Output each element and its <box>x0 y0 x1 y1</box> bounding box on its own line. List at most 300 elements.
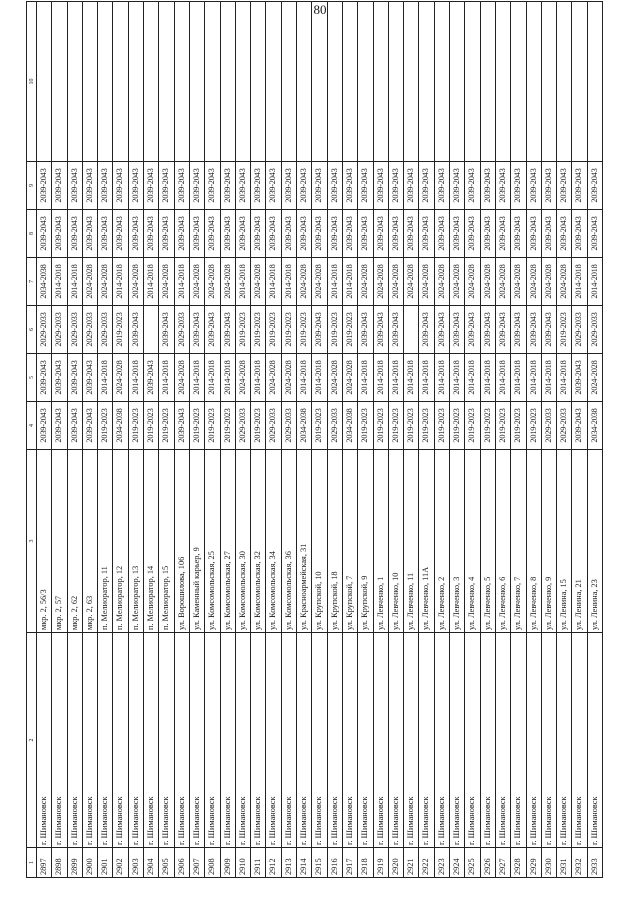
table-row <box>434 2 449 878</box>
note-cell <box>82 2 97 162</box>
address-cell: мкр. 2, 56/3 <box>37 450 52 633</box>
period-cell: 2014-2018 <box>235 258 250 306</box>
address-cell: ул. Комсомольская, 27 <box>220 450 235 633</box>
period-cell: 2039-2043 <box>572 402 587 450</box>
period-cell: 2039-2043 <box>557 162 572 210</box>
row-number-cell: 2922 <box>419 848 434 878</box>
period-cell: 2014-2018 <box>480 354 495 402</box>
period-cell: 2024-2028 <box>327 354 342 402</box>
row-number-cell: 2902 <box>113 848 128 878</box>
period-cell: 2019-2023 <box>404 402 419 450</box>
period-cell: 2039-2043 <box>388 162 403 210</box>
column-number-cell: 3 <box>27 450 37 633</box>
locality-cell: г. Шимановск <box>159 633 174 848</box>
locality-cell: г. Шимановск <box>52 633 67 848</box>
period-cell: 2019-2023 <box>465 402 480 450</box>
period-cell: 2039-2043 <box>67 402 82 450</box>
locality-cell: г. Шимановск <box>174 633 189 848</box>
period-cell: 2039-2043 <box>419 162 434 210</box>
table-row <box>297 2 312 878</box>
period-cell: 2039-2043 <box>128 306 143 354</box>
row-number-cell: 2921 <box>404 848 419 878</box>
period-cell: 2039-2043 <box>82 354 97 402</box>
period-cell: 2039-2043 <box>37 162 52 210</box>
locality-cell: г. Шимановск <box>98 633 113 848</box>
period-cell: 2019-2023 <box>327 306 342 354</box>
period-cell: 2039-2043 <box>312 162 327 210</box>
period-cell: 2024-2028 <box>128 258 143 306</box>
address-cell: ул. Левченко, 10 <box>388 450 403 633</box>
table-row <box>52 2 67 878</box>
period-cell: 2039-2043 <box>52 162 67 210</box>
period-cell: 2039-2043 <box>98 162 113 210</box>
address-cell: ул. Ленина, 15 <box>557 450 572 633</box>
locality-cell: г. Шимановск <box>297 633 312 848</box>
row-number-cell: 2928 <box>511 848 526 878</box>
period-cell: 2039-2043 <box>450 162 465 210</box>
note-cell <box>572 2 587 162</box>
period-cell: 2029-2033 <box>174 306 189 354</box>
period-cell: 2024-2028 <box>342 354 357 402</box>
period-cell <box>144 306 159 354</box>
period-cell: 2039-2043 <box>450 306 465 354</box>
period-cell: 2039-2043 <box>404 162 419 210</box>
address-cell: ул. Левченко, 9 <box>541 450 556 633</box>
table-row <box>450 2 465 878</box>
period-cell: 2034-2038 <box>297 402 312 450</box>
note-cell <box>541 2 556 162</box>
locality-cell: г. Шимановск <box>113 633 128 848</box>
table-row <box>327 2 342 878</box>
locality-cell: г. Шимановск <box>189 633 204 848</box>
period-cell: 2014-2018 <box>174 258 189 306</box>
period-cell: 2024-2028 <box>159 258 174 306</box>
period-cell: 2039-2043 <box>342 210 357 258</box>
note-cell <box>495 2 510 162</box>
period-cell: 2039-2043 <box>312 306 327 354</box>
locality-cell: г. Шимановск <box>450 633 465 848</box>
period-cell: 2039-2043 <box>358 210 373 258</box>
row-number-cell: 2908 <box>205 848 220 878</box>
row-number-cell: 2906 <box>174 848 189 878</box>
table-row <box>251 2 266 878</box>
column-number-cell: 4 <box>27 402 37 450</box>
note-cell <box>266 2 281 162</box>
period-cell: 2029-2033 <box>98 306 113 354</box>
address-cell: ул. Ленина, 23 <box>587 450 602 633</box>
note-cell <box>251 2 266 162</box>
period-cell: 2039-2043 <box>557 210 572 258</box>
period-cell: 2029-2033 <box>235 402 250 450</box>
period-cell: 2014-2018 <box>251 354 266 402</box>
address-cell: ул. Левченко, 6 <box>495 450 510 633</box>
column-number-cell: 8 <box>27 210 37 258</box>
period-cell: 2014-2018 <box>572 258 587 306</box>
period-cell: 2034-2038 <box>342 402 357 450</box>
note-cell <box>450 2 465 162</box>
period-cell: 2014-2018 <box>373 354 388 402</box>
period-cell: 2039-2043 <box>159 306 174 354</box>
address-cell: ул. Левченко, 1 <box>373 450 388 633</box>
locality-cell: г. Шимановск <box>37 633 52 848</box>
address-cell: ул. Левченко, 7 <box>511 450 526 633</box>
period-cell: 2029-2033 <box>82 306 97 354</box>
period-cell: 2039-2043 <box>189 210 204 258</box>
period-cell: 2019-2023 <box>128 402 143 450</box>
note-cell <box>419 2 434 162</box>
address-cell: ул. Крупской, 9 <box>358 450 373 633</box>
period-cell: 2029-2033 <box>281 402 296 450</box>
note-cell <box>67 2 82 162</box>
locality-cell: г. Шимановск <box>281 633 296 848</box>
period-cell: 2014-2018 <box>557 354 572 402</box>
column-number-cell: 1 <box>27 848 37 878</box>
table-row <box>557 2 572 878</box>
table-row <box>144 2 159 878</box>
note-cell <box>205 2 220 162</box>
period-cell: 2039-2043 <box>327 162 342 210</box>
period-cell: 2029-2033 <box>327 402 342 450</box>
period-cell: 2014-2018 <box>434 354 449 402</box>
period-cell: 2039-2043 <box>541 162 556 210</box>
period-cell: 2024-2028 <box>404 258 419 306</box>
period-cell: 2024-2028 <box>235 354 250 402</box>
table-row <box>113 2 128 878</box>
period-cell: 2024-2028 <box>266 354 281 402</box>
locality-cell: г. Шимановск <box>342 633 357 848</box>
period-cell: 2039-2043 <box>388 210 403 258</box>
table-row <box>82 2 97 878</box>
period-cell: 2039-2043 <box>144 210 159 258</box>
row-number-cell: 2911 <box>251 848 266 878</box>
locality-cell: г. Шимановск <box>526 633 541 848</box>
address-cell: ул. Крупской, 10 <box>312 450 327 633</box>
period-cell: 2029-2033 <box>67 306 82 354</box>
locality-cell: г. Шимановск <box>266 633 281 848</box>
period-cell: 2024-2028 <box>312 258 327 306</box>
period-cell: 2039-2043 <box>541 306 556 354</box>
note-cell <box>113 2 128 162</box>
locality-cell: г. Шимановск <box>82 633 97 848</box>
period-cell: 2039-2043 <box>266 210 281 258</box>
note-cell <box>526 2 541 162</box>
period-cell: 2024-2028 <box>541 258 556 306</box>
period-cell: 2034-2038 <box>587 402 602 450</box>
period-cell: 2014-2018 <box>541 354 556 402</box>
period-cell: 2039-2043 <box>251 162 266 210</box>
table-row <box>67 2 82 878</box>
locality-cell: г. Шимановск <box>511 633 526 848</box>
period-cell: 2024-2028 <box>465 258 480 306</box>
period-cell: 2024-2028 <box>495 258 510 306</box>
period-cell: 2024-2028 <box>220 258 235 306</box>
note-cell <box>297 2 312 162</box>
address-cell: ул. Левченко, 5 <box>480 450 495 633</box>
period-cell: 2014-2018 <box>98 354 113 402</box>
period-cell: 2024-2028 <box>434 258 449 306</box>
locality-cell: г. Шимановск <box>128 633 143 848</box>
note-cell <box>358 2 373 162</box>
address-cell: ул. Ленина, 21 <box>572 450 587 633</box>
period-cell: 2029-2033 <box>572 306 587 354</box>
period-cell: 2039-2043 <box>205 210 220 258</box>
period-cell: 2039-2043 <box>526 306 541 354</box>
period-cell: 2014-2018 <box>327 258 342 306</box>
table-row <box>465 2 480 878</box>
period-cell: 2014-2018 <box>297 354 312 402</box>
period-cell: 2039-2043 <box>159 162 174 210</box>
row-number-cell: 2897 <box>37 848 52 878</box>
table-row <box>587 2 602 878</box>
period-cell: 2019-2023 <box>159 402 174 450</box>
column-number-cell: 7 <box>27 258 37 306</box>
period-cell: 2014-2018 <box>450 354 465 402</box>
period-cell: 2039-2043 <box>144 354 159 402</box>
period-cell: 2039-2043 <box>572 354 587 402</box>
address-cell: ул. Комсомольская, 32 <box>251 450 266 633</box>
header-row <box>27 2 37 878</box>
locality-cell: г. Шимановск <box>67 633 82 848</box>
period-cell: 2039-2043 <box>205 306 220 354</box>
table-row <box>37 2 52 878</box>
row-number-cell: 2918 <box>358 848 373 878</box>
period-cell: 2039-2043 <box>98 210 113 258</box>
period-cell: 2039-2043 <box>388 306 403 354</box>
period-cell: 2014-2018 <box>404 354 419 402</box>
period-cell: 2014-2018 <box>205 354 220 402</box>
note-cell <box>587 2 602 162</box>
period-cell: 2024-2028 <box>113 354 128 402</box>
table-row <box>220 2 235 878</box>
note-cell <box>52 2 67 162</box>
period-cell: 2019-2023 <box>495 402 510 450</box>
period-cell: 2014-2018 <box>52 258 67 306</box>
address-cell: п. Мелиоратор, 13 <box>128 450 143 633</box>
column-number-cell: 5 <box>27 354 37 402</box>
period-cell: 2019-2023 <box>205 402 220 450</box>
locality-cell: г. Шимановск <box>495 633 510 848</box>
period-cell: 2039-2043 <box>128 162 143 210</box>
note-cell <box>557 2 572 162</box>
period-cell: 2014-2018 <box>312 354 327 402</box>
period-cell: 2039-2043 <box>37 210 52 258</box>
table-row <box>205 2 220 878</box>
period-cell: 2019-2023 <box>281 306 296 354</box>
period-cell: 2024-2028 <box>189 258 204 306</box>
period-cell: 2039-2043 <box>480 162 495 210</box>
period-cell: 2024-2028 <box>388 258 403 306</box>
period-cell: 2024-2028 <box>98 258 113 306</box>
period-cell: 2039-2043 <box>327 210 342 258</box>
period-cell: 2029-2033 <box>52 306 67 354</box>
period-cell: 2039-2043 <box>373 210 388 258</box>
period-cell: 2039-2043 <box>465 162 480 210</box>
period-cell: 2019-2023 <box>526 402 541 450</box>
locality-cell: г. Шимановск <box>373 633 388 848</box>
period-cell: 2019-2023 <box>98 402 113 450</box>
period-cell: 2039-2043 <box>419 306 434 354</box>
period-cell: 2024-2028 <box>373 258 388 306</box>
address-cell: ул. Комсомольская, 34 <box>266 450 281 633</box>
period-cell: 2039-2043 <box>220 162 235 210</box>
locality-cell: г. Шимановск <box>220 633 235 848</box>
period-cell: 2014-2018 <box>358 354 373 402</box>
period-cell: 2039-2043 <box>434 306 449 354</box>
period-cell: 2039-2043 <box>373 162 388 210</box>
period-cell: 2039-2043 <box>297 210 312 258</box>
row-number-cell: 2914 <box>297 848 312 878</box>
period-cell: 2039-2043 <box>82 162 97 210</box>
period-cell: 2039-2043 <box>434 210 449 258</box>
period-cell: 2014-2018 <box>465 354 480 402</box>
row-number-cell: 2930 <box>541 848 556 878</box>
period-cell: 2039-2043 <box>373 306 388 354</box>
address-cell: ул. Красноармейская, 31 <box>297 450 312 633</box>
period-cell: 2024-2028 <box>281 354 296 402</box>
period-cell: 2029-2033 <box>541 402 556 450</box>
address-cell: ул. Ворошилова, 106 <box>174 450 189 633</box>
address-cell: мкр. 2, 62 <box>67 450 82 633</box>
period-cell: 2039-2043 <box>37 402 52 450</box>
period-cell: 2039-2043 <box>495 162 510 210</box>
period-cell: 2039-2043 <box>587 162 602 210</box>
period-cell: 2014-2018 <box>388 354 403 402</box>
period-cell: 2014-2018 <box>419 354 434 402</box>
row-number-cell: 2917 <box>342 848 357 878</box>
period-cell: 2039-2043 <box>480 210 495 258</box>
table-row <box>572 2 587 878</box>
note-cell <box>281 2 296 162</box>
row-number-cell: 2920 <box>388 848 403 878</box>
period-cell: 2024-2028 <box>587 354 602 402</box>
period-cell: 2039-2043 <box>526 210 541 258</box>
row-number-cell: 2932 <box>572 848 587 878</box>
address-cell: ул. Комсомольская, 25 <box>205 450 220 633</box>
address-cell: мкр. 2, 57 <box>52 450 67 633</box>
period-cell: 2039-2043 <box>220 306 235 354</box>
locality-cell: г. Шимановск <box>572 633 587 848</box>
period-cell: 2024-2028 <box>511 258 526 306</box>
period-cell: 2019-2023 <box>358 402 373 450</box>
table-row <box>404 2 419 878</box>
period-cell: 2024-2028 <box>251 258 266 306</box>
address-cell: ул. Левченко, 2 <box>434 450 449 633</box>
row-number-cell: 2919 <box>373 848 388 878</box>
row-number-cell: 2925 <box>465 848 480 878</box>
period-cell: 2039-2043 <box>82 402 97 450</box>
period-cell: 2014-2018 <box>342 258 357 306</box>
table-row <box>235 2 250 878</box>
locality-cell: г. Шимановск <box>465 633 480 848</box>
page-number: 80 <box>313 2 327 17</box>
period-cell: 2039-2043 <box>495 210 510 258</box>
address-cell: п. Мелиоратор, 11 <box>98 450 113 633</box>
period-cell: 2039-2043 <box>220 210 235 258</box>
period-cell: 2039-2043 <box>128 210 143 258</box>
period-cell: 2019-2023 <box>113 306 128 354</box>
period-cell: 2039-2043 <box>495 306 510 354</box>
period-cell: 2039-2043 <box>37 354 52 402</box>
address-cell: ул. Крупской, 7 <box>342 450 357 633</box>
period-cell: 2024-2028 <box>205 258 220 306</box>
locality-cell: г. Шимановск <box>557 633 572 848</box>
address-cell: п. Мелиоратор, 15 <box>159 450 174 633</box>
table-row <box>189 2 204 878</box>
row-number-cell: 2915 <box>312 848 327 878</box>
note-cell <box>37 2 52 162</box>
period-cell: 2039-2043 <box>541 210 556 258</box>
period-cell: 2039-2043 <box>312 210 327 258</box>
period-cell: 2039-2043 <box>419 210 434 258</box>
table-row <box>312 2 327 878</box>
period-cell: 2019-2023 <box>342 306 357 354</box>
period-cell: 2039-2043 <box>189 162 204 210</box>
locality-cell: г. Шимановск <box>419 633 434 848</box>
note-cell <box>235 2 250 162</box>
period-cell: 2024-2028 <box>480 258 495 306</box>
period-cell: 2039-2043 <box>52 210 67 258</box>
period-cell: 2014-2018 <box>113 258 128 306</box>
locality-cell: г. Шимановск <box>358 633 373 848</box>
locality-cell: г. Шимановск <box>480 633 495 848</box>
period-cell: 2019-2023 <box>189 402 204 450</box>
period-cell: 2019-2023 <box>144 402 159 450</box>
period-cell <box>404 306 419 354</box>
row-number-cell: 2903 <box>128 848 143 878</box>
period-cell: 2014-2018 <box>144 258 159 306</box>
note-cell <box>465 2 480 162</box>
address-cell: ул. Левченко, 11 <box>404 450 419 633</box>
row-number-cell: 2931 <box>557 848 572 878</box>
row-number-cell: 2904 <box>144 848 159 878</box>
period-cell: 2019-2023 <box>251 402 266 450</box>
table-row <box>480 2 495 878</box>
period-cell: 2014-2018 <box>587 258 602 306</box>
note-cell <box>174 2 189 162</box>
period-cell: 2019-2023 <box>266 306 281 354</box>
table-row <box>419 2 434 878</box>
period-cell: 2039-2043 <box>526 162 541 210</box>
row-number-cell: 2900 <box>82 848 97 878</box>
period-cell: 2034-2038 <box>113 402 128 450</box>
period-cell: 2014-2018 <box>495 354 510 402</box>
period-cell: 2039-2043 <box>67 354 82 402</box>
table-row <box>266 2 281 878</box>
locality-cell: г. Шимановск <box>251 633 266 848</box>
column-number-cell: 10 <box>27 2 37 162</box>
period-cell: 2039-2043 <box>67 210 82 258</box>
period-cell: 2039-2043 <box>205 162 220 210</box>
register-table <box>26 1 603 878</box>
period-cell: 2039-2043 <box>174 162 189 210</box>
table-row <box>358 2 373 878</box>
address-cell: п. Мелиоратор, 12 <box>113 450 128 633</box>
column-number-cell: 9 <box>27 162 37 210</box>
note-cell <box>480 2 495 162</box>
note-cell <box>189 2 204 162</box>
note-cell <box>434 2 449 162</box>
note-cell <box>220 2 235 162</box>
period-cell: 2024-2028 <box>174 354 189 402</box>
row-number-cell: 2905 <box>159 848 174 878</box>
period-cell: 2014-2018 <box>266 258 281 306</box>
period-cell: 2039-2043 <box>251 210 266 258</box>
note-cell <box>312 2 327 162</box>
table-row <box>342 2 357 878</box>
period-cell: 2039-2043 <box>67 162 82 210</box>
row-number-cell: 2927 <box>495 848 510 878</box>
period-cell: 2039-2043 <box>235 210 250 258</box>
